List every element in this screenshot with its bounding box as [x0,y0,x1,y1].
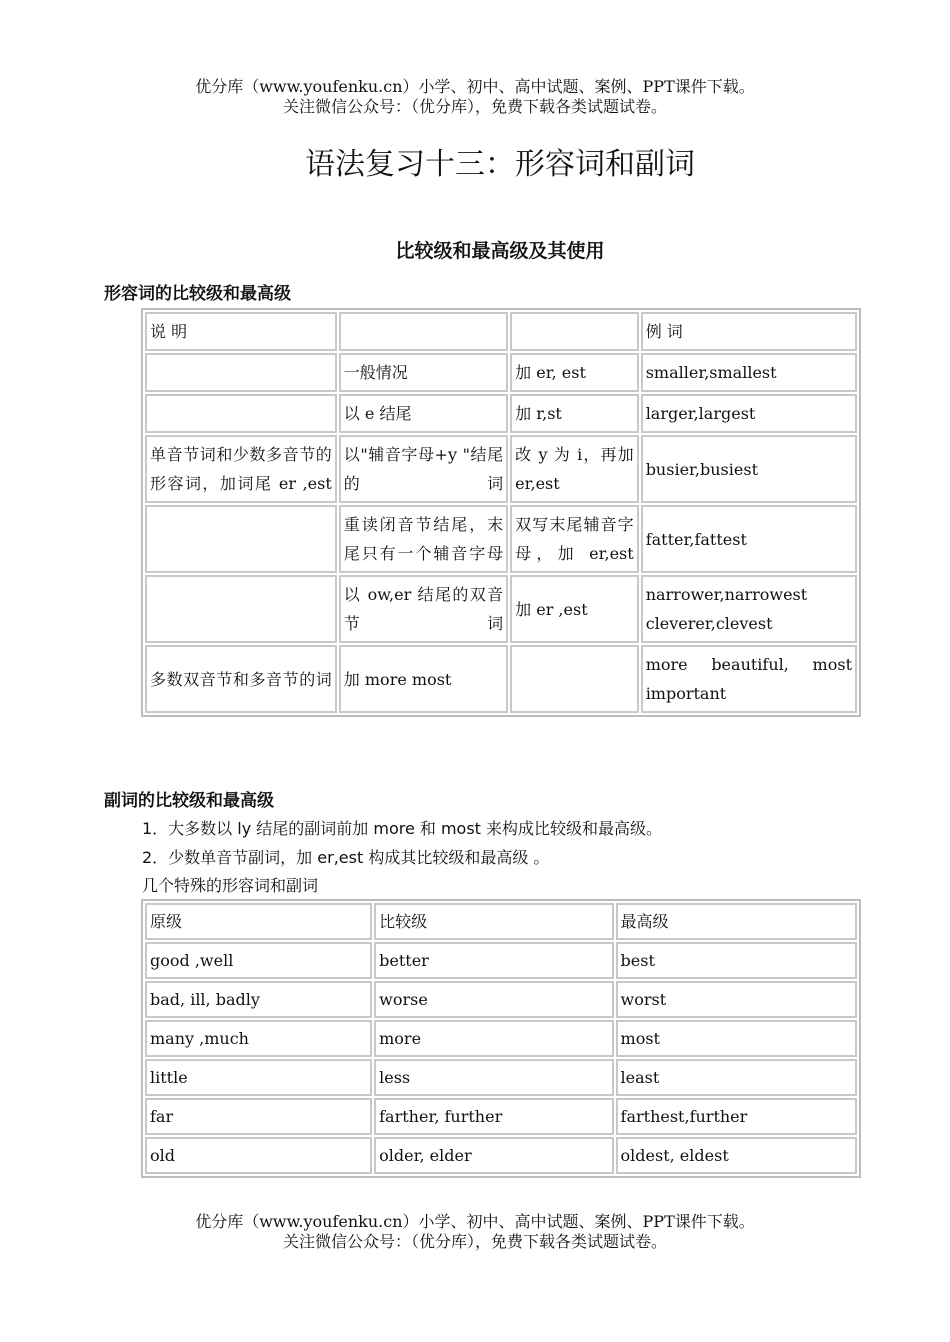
adverb-rule-1: 1．大多数以 ly 结尾的副词前加 more 和 most 来构成比较级和最高级。 [142,819,663,838]
table-cell: farther, further [374,1098,613,1135]
table-header-cell: 最高级 [616,903,857,940]
table-cell: worst [616,981,857,1018]
table-cell: more beautiful, most important [641,645,857,713]
table-cell: 一般情况 [339,353,508,392]
table-row [145,942,857,979]
table-cell: worse [374,981,613,1018]
table-cell: least [616,1059,857,1096]
table-cell: better [374,942,613,979]
section-adverb-heading: 副词的比较级和最高级 [104,791,274,811]
table-cell: 多数双音节和多音节的词 [145,645,337,713]
table-row [145,575,857,643]
table-row [145,505,857,573]
table-cell: far [145,1098,372,1135]
table-cell: more [374,1020,613,1057]
table-header-row [145,312,857,351]
table-cell: 加 more most [339,645,508,713]
table-header-row [145,903,857,940]
table-cell: 单音节词和少数多音节的形容词，加词尾 er ,est [145,435,337,503]
table-cell: larger,largest [641,394,857,433]
footer-line-1: 优分库（www.youfenku.cn）小学、初中、高中试题、案例、PPT课件下载。 [195,1212,755,1231]
page-footer [0,1212,950,1252]
table-cell: 双写末尾辅音字母，加 er,est [510,505,639,573]
page-header [0,77,950,117]
table-header-cell: 说 明 [145,312,337,351]
table-cell: farthest,further [616,1098,857,1135]
table-header-cell [339,312,508,351]
table-cell: older, elder [374,1137,613,1174]
table-cell [145,575,337,643]
irregular-forms-table [141,899,861,1178]
table-row [145,1137,857,1174]
table-cell: 以 e 结尾 [339,394,508,433]
table-row [145,981,857,1018]
page-title: 语法复习十三：形容词和副词 [305,147,695,182]
table-cell: most [616,1020,857,1057]
page-subtitle: 比较级和最高级及其使用 [395,240,605,262]
table-cell: little [145,1059,372,1096]
table-cell: 重读闭音节结尾，末尾只有一个辅音字母 [339,505,508,573]
table-cell: old [145,1137,372,1174]
table-cell: busier,busiest [641,435,857,503]
table-cell: many ,much [145,1020,372,1057]
adjective-comparison-table [141,308,861,717]
table-cell: fatter,fattest [641,505,857,573]
table-row [145,1020,857,1057]
table-cell: smaller,smallest [641,353,857,392]
table-header-cell [510,312,639,351]
table-header-cell: 比较级 [374,903,613,940]
table-row [145,645,857,713]
table-row [145,1098,857,1135]
section-adjective-heading: 形容词的比较级和最高级 [104,284,291,304]
adverb-rule-2: 2．少数单音节副词，加 er,est 构成其比较级和最高级 。 [142,848,550,867]
table-row [145,394,857,433]
table-cell: less [374,1059,613,1096]
table-cell: 加 r,st [510,394,639,433]
table-cell [510,645,639,713]
table-cell [145,353,337,392]
table-cell: 以 ow,er 结尾的双音节词 [339,575,508,643]
table-header-cell: 例 词 [641,312,857,351]
table-row [145,435,857,503]
table-cell: 加 er ,est [510,575,639,643]
table-cell [145,394,337,433]
table-row [145,1059,857,1096]
table-cell [145,505,337,573]
footer-line-2: 关注微信公众号：（优分库），免费下载各类试题试卷。 [282,1232,667,1251]
table-cell: 以"辅音字母+y "结尾的词 [339,435,508,503]
table-cell: bad, ill, badly [145,981,372,1018]
table-cell: 改 y 为 i，再加 er,est [510,435,639,503]
header-line-2: 关注微信公众号：（优分库），免费下载各类试题试卷。 [282,97,667,116]
table-cell: 加 er, est [510,353,639,392]
table-cell: best [616,942,857,979]
table-row [145,353,857,392]
table-cell: good ,well [145,942,372,979]
table-cell: oldest, eldest [616,1137,857,1174]
table-cell: narrower,narrowest cleverer,clevest [641,575,857,643]
table-header-cell: 原级 [145,903,372,940]
header-line-1: 优分库（www.youfenku.cn）小学、初中、高中试题、案例、PPT课件下载。 [195,77,755,96]
special-forms-heading: 几个特殊的形容词和副词 [142,876,319,895]
